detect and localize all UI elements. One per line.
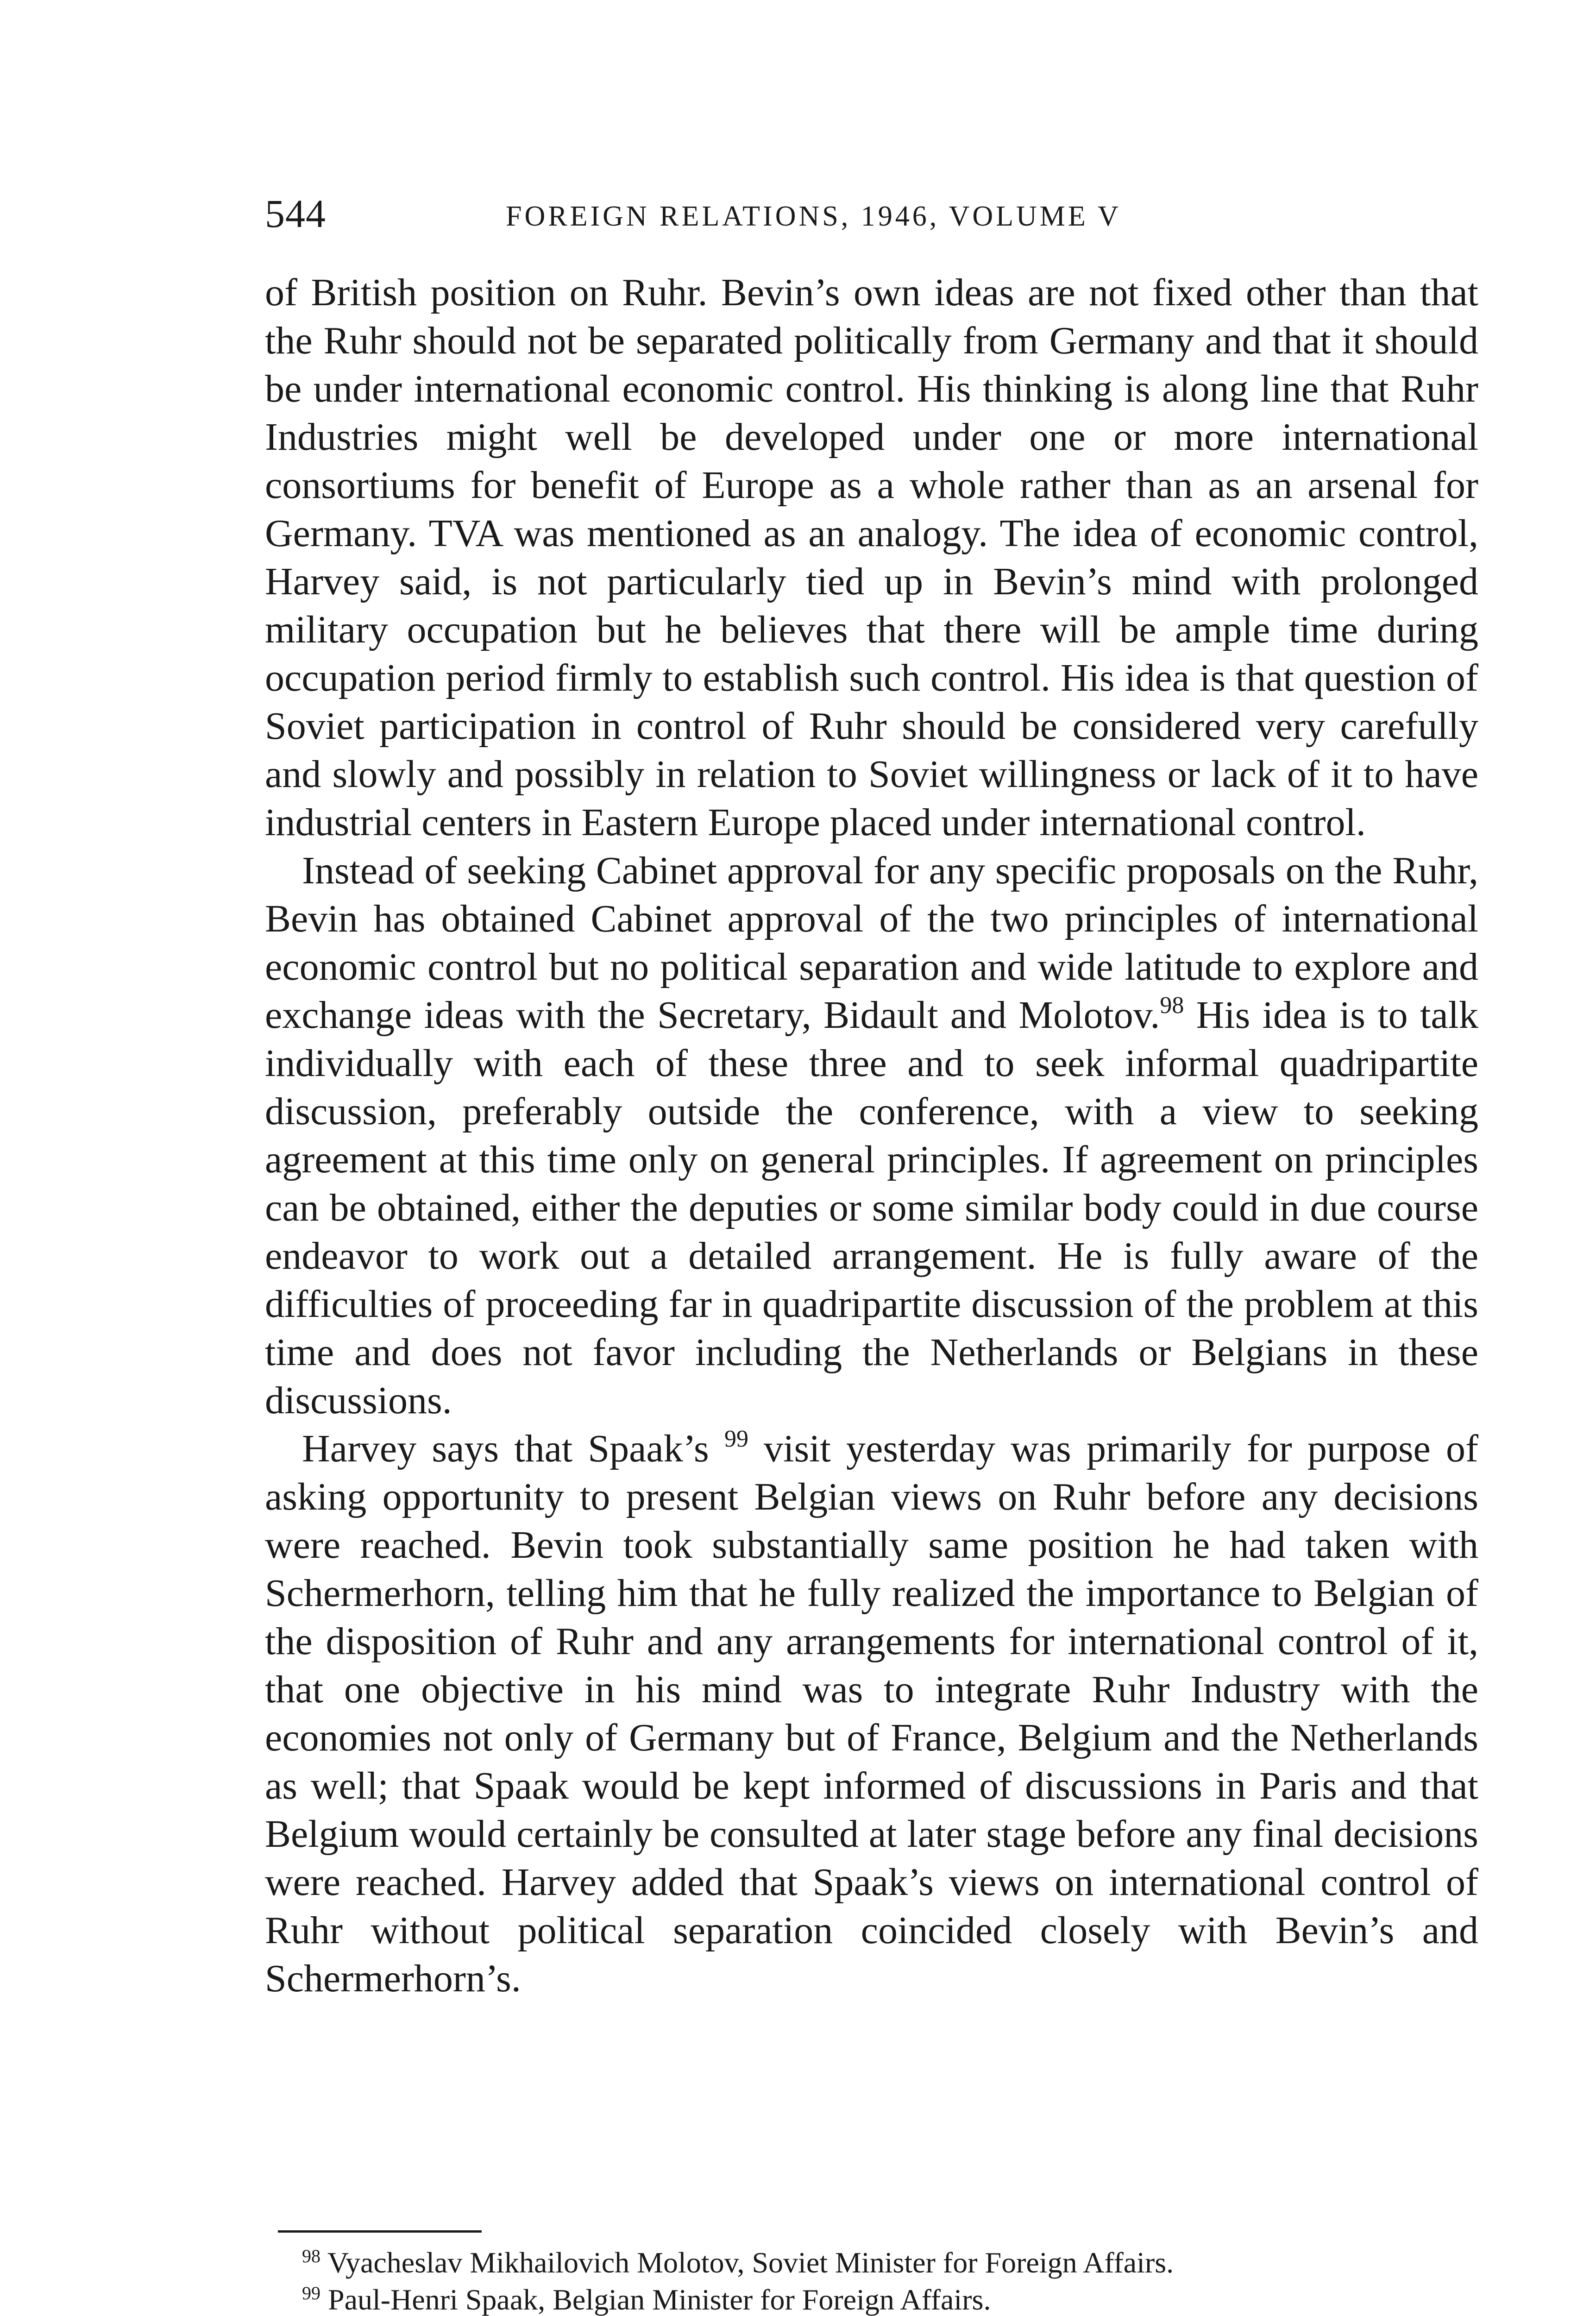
paragraph-3-text-a: Harvey says that Spaak’s [302, 1427, 709, 1470]
footnote-text: Paul-Henri Spaak, Belgian Minister for Foreign Affairs. [328, 2283, 991, 2316]
page-number: 544 [265, 191, 326, 236]
paragraph-2-text-a: Instead of seeking Cabinet approval for any specific proposals on the Ruhr, Bevin has obtained Cabinet approval of the two principles of international economic control but no political separation and wide latitude to explore and exchange ideas with the Secretary, Bidault and Molotov. [265, 849, 1478, 1037]
body-text [265, 269, 1478, 2003]
footnote-divider [278, 2230, 482, 2233]
footnotes [302, 2244, 1478, 2316]
footnote-text: Vyacheslav Mikhailovich Molotov, Soviet Minister for Foreign Affairs. [327, 2246, 1174, 2279]
footnote-99 [302, 2281, 1478, 2316]
paragraph-2 [265, 847, 1478, 1425]
footnote-ref-99[interactable]: 99 [724, 1426, 748, 1452]
paragraph-1: of British position on Ruhr. Bevin’s own ideas are not fixed other than that the Ruhr should not be separated politically from Germany and that it should be under international economic control. His thinking is along line that Ruhr Industries might well be developed under one or more international consortiums for benefit of Europe as a whole rather than as an arsenal for Germany. TVA was mentioned as an analogy. The idea of economic control, Harvey said, is not particularly tied up in Bevin’s mind with prolonged military occupation but he believes that there will be ample time during occupation period firmly to establish such control. His idea is that question of Soviet participation in control of Ruhr should be considered very carefully and slowly and possibly in relation to Soviet willingness or lack of it to have industrial centers in Eastern Europe placed under international control. [265, 271, 1478, 844]
footnote-mark: 98 [302, 2246, 320, 2266]
running-title: FOREIGN RELATIONS, 1946, VOLUME V [506, 201, 1121, 232]
paragraph-3-text-b: visit yesterday was primarily for purpose of asking opportunity to present Belgian views on Ruhr before any decisions were reached. Bevin took substantially same position he had taken with Schermerhorn, telling him that he fully realized the importance to Belgian of the disposition of Ruhr and any arrangements for international control of it, that one objective in his mind was to integrate Ruhr Industry with the economies not only of Germany but of France, Belgium and the Netherlands as well; that Spaak would be kept informed of discussions in Paris and that Belgium would certainly be consulted at later stage before any final decisions were reached. Harvey added that Spaak’s views on international control of Ruhr without political separation coincided closely with Bevin’s and Schermerhorn’s. [265, 1427, 1478, 2000]
paragraph-2-text-b: His idea is to talk individually with each of these three and to seek informal quadripartite discussion, preferably outside the conference, with a view to seeking agreement at this time only on general principles. If agreement on principles can be obtained, either the deputies or some similar body could in due course endeavor to work out a detailed arrangement. He is fully aware of the difficulties of proceeding far in quadripartite discussion of the problem at this time and does not favor including the Netherlands or Belgians in these discussions. [265, 994, 1478, 1422]
running-head [265, 188, 1478, 239]
paragraph-3 [265, 1425, 1478, 2003]
footnote-mark: 99 [302, 2283, 320, 2303]
footnote-98 [302, 2244, 1478, 2281]
footnote-ref-98[interactable]: 98 [1160, 992, 1184, 1019]
